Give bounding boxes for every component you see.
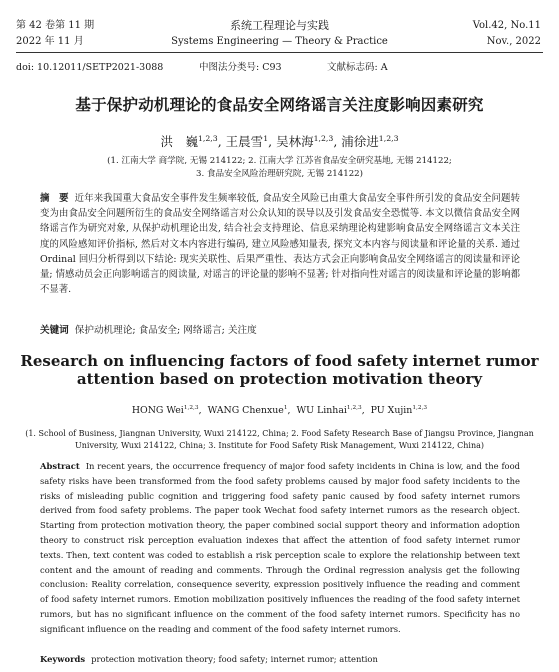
keywords-label-cn: 关键词 bbox=[40, 325, 69, 336]
header-rule bbox=[16, 52, 543, 53]
affiliation-line: 3. 食品安全风险治理研究院, 无锡 214122) bbox=[195, 169, 363, 179]
journal-name-cn: 系统工程理论与实践 bbox=[230, 19, 329, 32]
author-en: HONG Wei$^{1,2,3}$ bbox=[131, 404, 199, 416]
clc-number: 中图法分类号: C93 bbox=[199, 62, 282, 73]
journal-header bbox=[0, 0, 559, 52]
author-cn: 洪 巍$^{1,2,3}$ bbox=[160, 133, 218, 149]
journal-name-en: Systems Engineering — Theory & Practice bbox=[171, 36, 388, 47]
author-en: WANG Chenxue$^1$ bbox=[207, 404, 288, 416]
title-line: Research on influencing factors of food safety internet rumor bbox=[20, 352, 539, 370]
affiliation-line: University, Wuxi 214122, China; 3. Institute for Food Safety Risk Management, Wuxi 214122, China) bbox=[75, 441, 484, 450]
abstract-cn bbox=[40, 191, 520, 297]
abstract-en bbox=[40, 459, 520, 637]
keywords-text-cn: 保护动机理论; 食品安全; 网络谣言; 关注度 bbox=[74, 325, 257, 336]
author-cn: 浦徐进$^{1,2,3}$ bbox=[341, 133, 399, 149]
authors-en: HONG Wei$^{1,2,3}$, WANG Chenxue$^1$, WU Linhai$^{1,2,3}$, PU Xujin$^{1,2,3}$ bbox=[131, 404, 428, 416]
volume-issue-cn: 第 42 卷第 11 期 bbox=[16, 20, 95, 31]
header-right bbox=[473, 18, 541, 50]
date-en: Nov., 2022 bbox=[486, 36, 541, 47]
affiliations-cn bbox=[40, 155, 519, 181]
affiliation-line: (1. 江南大学 商学院, 无锡 214122; 2. 江南大学 江苏省食品安全研究基地, 无锡 214122; bbox=[107, 156, 452, 166]
volume-issue-en: Vol.42, No.11 bbox=[472, 20, 541, 31]
affiliation-line: (1. School of Business, Jiangnan University, Wuxi 214122, China; 2. Food Safety Research Base of Jiangsu Province, Jiangnan bbox=[25, 429, 534, 438]
author-en: WU Linhai$^{1,2,3}$ bbox=[296, 404, 362, 416]
keywords-cn bbox=[40, 322, 520, 336]
paper-title-en bbox=[20, 352, 539, 388]
author-en: PU Xujin$^{1,2,3}$ bbox=[370, 404, 428, 416]
paper-title-cn: 基于保护动机理论的食品安全网络谣言关注度影响因素研究 bbox=[75, 96, 484, 114]
authors-cn: 洪 巍$^{1,2,3}$, 王晨雪$^1$, 吴林海$^{1,2,3}$, 浦徐进$^{1,2,3}$ bbox=[160, 133, 399, 149]
doi[interactable]: doi: 10.12011/SETP2021-3088 bbox=[16, 62, 164, 73]
abstract-text-en: In recent years, the occurrence frequency of major food safety incidents in China is low, and the food safety risks have been transformed from the food safety problems caused by major food safety incidents to the risks of misleading public cognition and triggering food safety panic caused by food safety internet rumors derived from food safety problems. The paper took Wechat food safety internet rumors as the research object. Starting from protection motivation theory, the paper combined social support theory and information adoption theory to construct risk perception evaluation indexes that affect the attention of food safety internet rumor texts. Then, text content was coded to establish a risk perception scale to explore the relationship between text content and the amount of reading and comments. Through the Ordinal regression analysis get the following conclusion: Reality correlation, consequence severity, expression positively influence the reading and comment of food safety internet rumors. Emotion mobilization positively influences the reading of the food safety internet rumors, but has no significant influence on the comment of the food safety internet rumors. Specificity has no significant influence on the reading and comment of the food safety internet rumors. bbox=[40, 461, 520, 634]
keywords-label-en: Keywords bbox=[40, 654, 86, 664]
date-cn: 2022 年 11 月 bbox=[16, 36, 84, 47]
abstract-label-en: Abstract bbox=[40, 461, 80, 471]
document-code: 文献标志码: A bbox=[327, 62, 388, 73]
title-line: attention based on protection motivation theory bbox=[76, 370, 483, 388]
affiliations-en bbox=[18, 428, 541, 452]
keywords-text-en: protection motivation theory; food safety; internet rumor; attention bbox=[91, 654, 378, 664]
author-cn: 吴林海$^{1,2,3}$ bbox=[276, 133, 334, 149]
abstract-label-cn: 摘 要 bbox=[40, 193, 69, 204]
abstract-text-cn: 近年来我国重大食品安全事件发生频率较低, 食品安全风险已由重大食品安全事件所引发的食品安全问题转变为由食品安全问题所衍生的食品安全网络谣言对公众认知的误导以及引发食品安全恐慌等. 本文以微信食品安全网络谣言作为研究对象, 从保护动机理论出发, 结合社会支持理论、信息采纳理论构建影响食品安全网络谣言文本关注度的风险感知评价指标, 然后对文本内容进行编码, 建立风险感知量表, 探究文本内容与阅读量和评论量的关系. 通过 Ordinal 回归分析得到以下结论: 现实关联性、后果严重性、表达方式会正向影响食品安全网络谣言的阅读量和评论量; 情感动员会正向影响谣言的阅读量, 对谣言的评论量的影响不显著; 针对指向性对谣言的阅读量和评论量的影响都不显著. bbox=[40, 193, 520, 296]
keywords-en bbox=[40, 654, 520, 664]
author-cn: 王晨雪$^1$ bbox=[225, 133, 269, 149]
